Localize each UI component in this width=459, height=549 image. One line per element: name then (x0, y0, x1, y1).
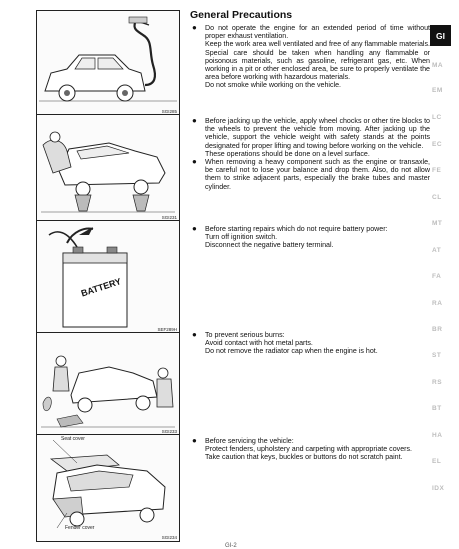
section-tab[interactable]: LC (432, 114, 442, 121)
precaution-line: These operations should be done on a level surface. (205, 149, 370, 158)
precaution-item (192, 331, 430, 356)
precaution-line: When removing a heavy component such as the engine or transaxle, be careful not to lose your balance and drop them. Also, do not allow them to strike adjacent parts, especially the brake tubes and master cylinder. (205, 158, 430, 191)
figure-exhaust-ventilation (36, 10, 180, 116)
section-tab[interactable]: EM (432, 87, 443, 94)
precaution-line: Avoid contact with hot metal parts. (205, 339, 313, 348)
section-tab[interactable]: MA (432, 62, 444, 69)
bullet-icon: ● (192, 116, 197, 125)
bullet-icon: ● (192, 23, 197, 32)
car-exhaust-hose-illustration (37, 11, 179, 115)
precaution-line: Take caution that keys, buckles or buttons do not scratch paint. (205, 453, 403, 462)
section-tab[interactable]: FA (432, 273, 442, 280)
section-tab[interactable]: RA (432, 300, 443, 307)
section-title: General Precautions (190, 9, 293, 21)
section-tab[interactable]: BR (432, 326, 443, 333)
figure-jacking (36, 114, 180, 222)
section-tab[interactable]: BT (432, 405, 442, 412)
workers-car-illustration (37, 333, 179, 435)
section-tab-gi[interactable]: GI (430, 25, 451, 46)
precaution-line: Disconnect the negative battery terminal. (205, 241, 334, 250)
precaution-line: Keep the work area well ventilated and free of any flammable materials. Special care should be taken when handling any flammable or poisonous materials, such as gasoline, refrigerant gas, etc. When working in a pit or other enclosed area, be sure to properly ventilate the area before working with hazardous materials. (205, 40, 430, 82)
section-tab[interactable]: CL (432, 194, 442, 201)
section-tab[interactable]: HA (432, 432, 443, 439)
bullet-icon: ● (192, 330, 197, 339)
precaution-item (192, 225, 430, 250)
precaution-item (192, 158, 430, 191)
section-tab[interactable]: IDX (432, 485, 445, 492)
precaution-line: Turn off ignition switch. (205, 233, 278, 242)
page-number: GI-2 (225, 543, 237, 549)
precaution-burns (192, 331, 430, 356)
bullet-icon: ● (192, 436, 197, 445)
section-tab[interactable]: FE (432, 167, 442, 174)
section-tab[interactable]: AT (432, 247, 442, 254)
precaution-item (192, 437, 430, 462)
section-tab[interactable]: EL (432, 458, 442, 465)
fender-cover-callout: Fender cover (65, 525, 95, 531)
precaution-line: To prevent serious burns: (205, 331, 285, 339)
figure-code: SGI285 (161, 109, 177, 114)
seat-cover-callout: Seat cover (61, 436, 85, 442)
figure-hot-parts (36, 332, 180, 436)
figure-code: SGI231 (161, 215, 177, 220)
figure-code: SGI233 (161, 429, 177, 434)
precaution-battery (192, 225, 430, 250)
precaution-item (192, 117, 430, 158)
precaution-line: Do not remove the radiator cap when the engine is hot. (205, 347, 378, 356)
precaution-jacking (192, 117, 430, 191)
jacked-car-illustration (37, 115, 179, 221)
section-tab[interactable]: MT (432, 220, 443, 227)
section-tab[interactable]: EC (432, 141, 443, 148)
precaution-line: Before starting repairs which do not require battery power: (205, 225, 388, 233)
precaution-line: Before servicing the vehicle: (205, 437, 294, 445)
precaution-line: Do not operate the engine for an extended period of time without proper exhaust ventilation. (205, 24, 430, 41)
precaution-item (192, 24, 430, 90)
figure-battery (36, 220, 180, 334)
precaution-line: Before jacking up the vehicle, apply wheel chocks or other tire blocks to the wheels to prevent the vehicle from moving. After jacking up the vehicle, support the vehicle weight with safety stands at the points designated for proper lifting and towing before working on the vehicle. (205, 117, 430, 150)
battery-label: BATTERY (79, 276, 123, 299)
figure-code: SGI234 (161, 535, 177, 540)
car-with-covers-illustration (37, 435, 179, 541)
precaution-exhaust (192, 24, 430, 90)
precaution-line: Protect fenders, upholstery and carpeting with appropriate covers. (205, 445, 413, 454)
bullet-icon: ● (192, 224, 197, 233)
figure-code: SEF289H (157, 327, 177, 332)
battery-disconnect-illustration (37, 221, 179, 333)
precaution-covers (192, 437, 430, 462)
section-tab[interactable]: ST (432, 352, 442, 359)
section-tab[interactable]: RS (432, 379, 443, 386)
figure-covers (36, 434, 180, 542)
precaution-line: Do not smoke while working on the vehicle. (205, 81, 342, 90)
bullet-icon: ● (192, 157, 197, 167)
